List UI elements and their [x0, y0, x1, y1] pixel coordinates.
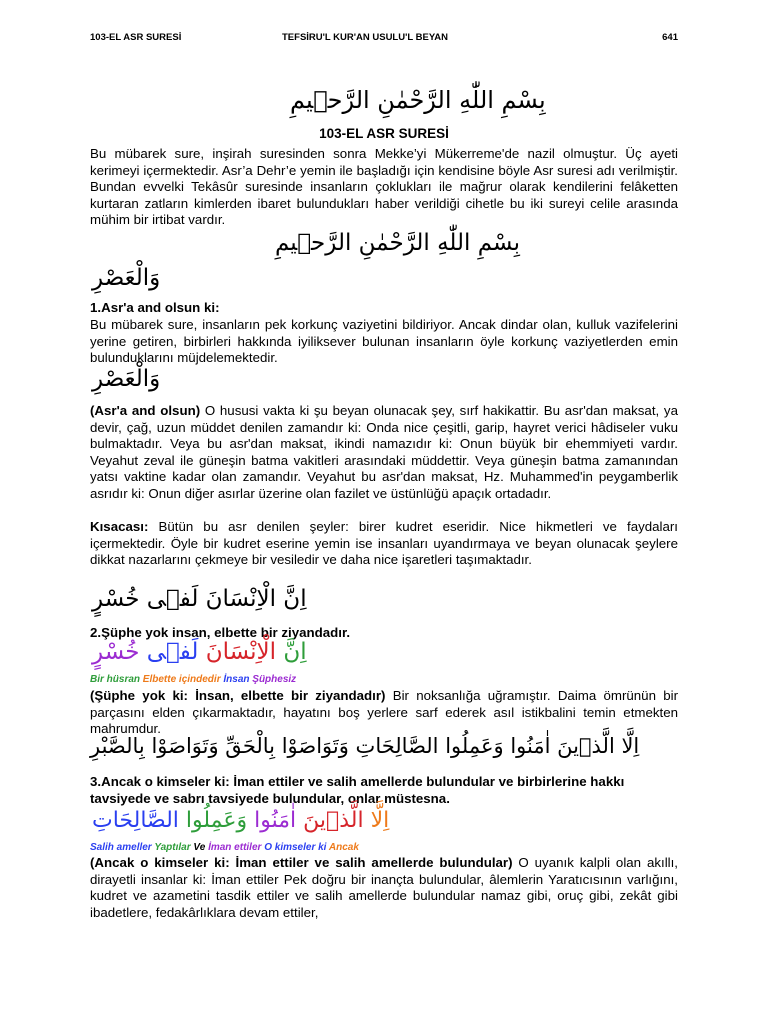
verse1-heading: 1.Asr'a and olsun ki:: [90, 300, 220, 315]
verse2-word-meanings: [90, 674, 296, 685]
verse2-tafsir-bold: (Şüphe yok ki: İnsan, elbette bir ziyandadır): [90, 688, 386, 703]
verse1-tafsir: [90, 403, 678, 503]
verse3-word-1: اِلَّا: [370, 808, 390, 833]
verse2-meaning-3: İnsan: [223, 674, 250, 685]
verse3-meaning-3: Ve: [193, 842, 206, 853]
verse3-word-meanings: [90, 842, 359, 853]
verse2-arabic-colored: [92, 639, 307, 665]
verse3-tafsir: [90, 855, 678, 921]
verse1-summary: Bu mübarek sure, insanların pek korkunç vaziyetini bildiriyor. Ancak dindar olan, kulluk vazifelerini yerine getiren, birbirleri hakkında iyiliksever bulunan insanların öyle korkunç vaziyetlerden emin bulunduklarını müjdelemektedir.: [90, 317, 678, 366]
verse3-meaning-6: Ancak: [328, 842, 359, 853]
verse1-tafsir-bold: (Asr'a and olsun): [90, 403, 201, 418]
verse3-meaning-1: Salih ameller: [90, 842, 152, 853]
verse1-arabic-repeat: وَالْعَصْرِ: [92, 366, 161, 392]
verse3-meaning-4: İman ettiler: [208, 842, 262, 853]
verse2-word-4: خُسْرٍ: [92, 639, 140, 665]
verse2-word-2: الْاِنْسَانَ: [205, 639, 277, 665]
verse3-meaning-2: Yaptılar: [154, 842, 191, 853]
kisacasi-label: Kısacası:: [90, 519, 149, 534]
verse2-tafsir: [90, 688, 678, 738]
verse2-meaning-4: Şüphesiz: [252, 674, 297, 685]
basmala-second: بِسْمِ اللّٰهِ الرَّحْمٰنِ الرَّحٖيمِ: [275, 230, 520, 256]
kisacasi-paragraph: [90, 519, 678, 569]
verse1-tafsir-text: O hususi vakta ki şu beyan olunacak şey, sırf hakikattir. Bu asr'dan maksat, ya devir, çağ, uzun müddet denilen zamandır ki: Onda nice çeşitli, garip, hayret verici hâdiseler vuku bulmaktadır. Veya bu asr'dan maksat, ikindi namazıdır ki: Onun büyük bir ehemmiyeti vardır. Veyahut zeval ile güneşin batma vakitleri arasındaki müddettir. Veya güneşin batma zamanından yatsı vaktine kadar olan zamandır. Veyahut bu asr'dan maksat, Hz. Muhammed'in peygamberlik asrıdır ki: Onun diğer asırlar üzerine olan fazilet ve üstünlüğü apaçık ortadadır.: [90, 403, 678, 501]
verse2-word-3: لَفٖى: [146, 639, 199, 665]
verse3-word-4: وَعَمِلُوا: [185, 808, 248, 833]
header-sura-name: 103-EL ASR SURESİ: [90, 32, 182, 43]
kisacasi-text: Bütün bu asr denilen şeyler: birer kudret eseridir. Nice hikmetleri ve faydaları içermektedir. Öyle bir kudret eserine yemin ise insanları uyandırmaya ve beyan olunacak şeylere dikkat nazarlarını çekmeye bir vesiledir ve daha nice işaretleri taşımaktadır.: [90, 519, 678, 568]
verse1-arabic: وَالْعَصْرِ: [92, 265, 161, 291]
sura-title: 103-EL ASR SURESİ: [319, 126, 449, 141]
verse2-arabic: اِنَّ الْاِنْسَانَ لَفٖى خُسْرٍ: [92, 586, 307, 612]
verse2-meaning-1: Bir hüsran: [90, 674, 141, 685]
header-book-title: TEFSİRU'L KUR'AN USULU'L BEYAN: [282, 32, 449, 43]
verse3-heading: 3.Ancak o kimseler ki: İman ettiler ve salih amellerde bulundular ve birbirlerine hakkı tavsiyede ve sabrı tavsiyede bulundular, onlar müstesna.: [90, 774, 625, 806]
verse2-heading: 2.Şüphe yok insan, elbette bir ziyandadır.: [90, 625, 351, 640]
verse2-tafsir-text: Bir noksanlığa uğramıştır. Daima ömrünün bir parçasını elden çıkarmaktadır, hayatını boş yerlere sarf ederek asıl istikbalini temin etmekten mahrumdur.: [90, 688, 678, 737]
intro-paragraph: Bu mübarek sure, inşirah suresinden sonra Mekke’yi Mükerreme'de nazil olmuştur. Üç ayeti kerimeyi içermektedir. Asr’a Dehr’e yemin ile başladığı için kendisine böyle Asr suresi adı verilmiştir. Bundan evvelki Tekâsûr suresinde insanların çoklukları ile mağrur olarak kendilerini felâketten kurtaran zatların kimlerden ibaret bulundukları haber verildiği cihetle bu iki sureyi celile arasında mühim bir irtibat vardır.: [90, 146, 678, 228]
verse3-arabic-colored: [92, 808, 389, 833]
basmala-top: بِسْمِ اللّٰهِ الرَّحْمٰنِ الرَّحٖيمِ: [290, 86, 546, 114]
verse3-word-2: الَّذٖينَ: [303, 808, 364, 833]
running-header: [90, 32, 678, 46]
verse2-meaning-2: Elbette içindedir: [142, 674, 221, 685]
verse3-meaning-5: O kimseler ki: [264, 842, 327, 853]
verse2-word-1: اِنَّ: [283, 639, 307, 665]
verse3-tafsir-text: O uyanık kalpli olan akıllı, dirayetli insanlar ki: İman ettiler Pek doğru bir inançta bulundular, âlemlerin Yaratıcısının varlığını, kudret ve azametini tasdik ettiler ve salih amellerde bulundular namaz gibi, oruç gibi, zekât gibi ibadetlere, fedakârlıklara devam ettiler,: [90, 855, 678, 920]
verse3-word-3: اٰمَنُوا: [254, 808, 297, 833]
verse3-word-5: الصَّالِحَاتِ: [92, 808, 179, 833]
verse3-tafsir-bold: (Ancak o kimseler ki: İman ettiler ve salih amellerde bulundular): [90, 855, 513, 870]
page-number: 641: [662, 32, 678, 43]
verse3-arabic: اِلَّا الَّذٖينَ اٰمَنُوا وَعَمِلُوا الصَّالِحَاتِ وَتَوَاصَوْا بِالْحَقِّ وَتَوَاصَوْا بِالصَّبْرِ: [90, 734, 640, 758]
